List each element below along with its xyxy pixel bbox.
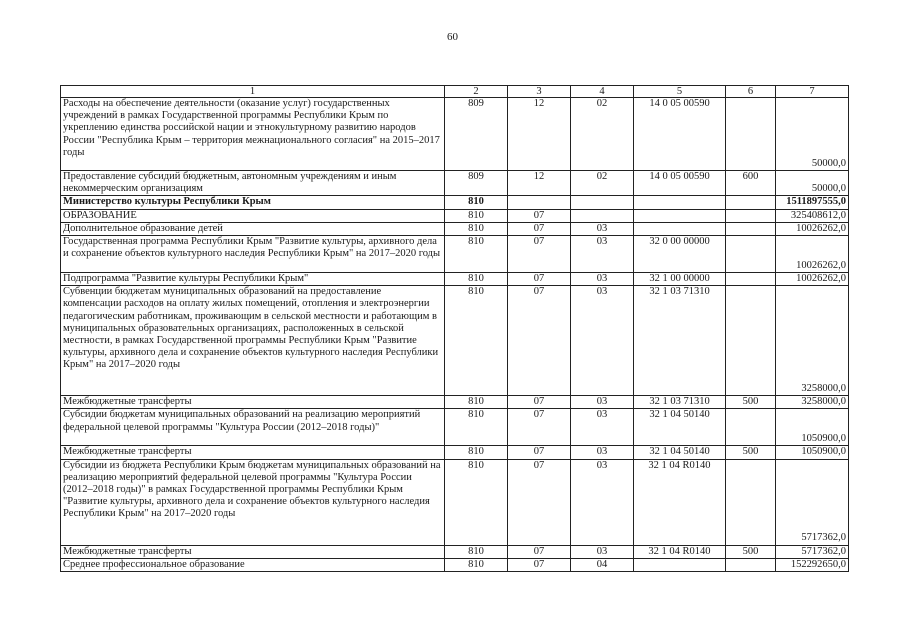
cell-amount: 1511897555,0 <box>776 196 849 209</box>
cell-col4: 03 <box>571 459 634 545</box>
table-row <box>61 196 849 209</box>
cell-col5: 32 1 04 50140 <box>634 409 726 446</box>
cell-col4: 03 <box>571 409 634 446</box>
cell-col6 <box>726 98 776 171</box>
cell-col6 <box>726 196 776 209</box>
cell-amount: 5717362,0 <box>776 459 849 545</box>
cell-col5: 14 0 05 00590 <box>634 98 726 171</box>
cell-amount: 152292650,0 <box>776 558 849 571</box>
cell-col4: 03 <box>571 545 634 558</box>
cell-col2: 810 <box>445 545 508 558</box>
cell-amount: 3258000,0 <box>776 396 849 409</box>
budget-table <box>60 85 849 572</box>
cell-col2: 810 <box>445 558 508 571</box>
cell-col6: 500 <box>726 396 776 409</box>
cell-col4: 02 <box>571 171 634 196</box>
column-header: 2 <box>445 86 508 98</box>
cell-col5: 32 1 03 71310 <box>634 286 726 396</box>
cell-amount: 10026262,0 <box>776 222 849 235</box>
row-name: Расходы на обеспечение деятельности (оказание услуг) государственных учреждений в рамках Государственной программы Республики Крым по укреплению единства российской нации и этнокультурному развитию народов России "Республика Крым – территория межнационального согласия" на 2015–2017 годы <box>61 98 445 171</box>
row-name: Субсидии бюджетам муниципальных образований на реализацию мероприятий федеральной целевой программы "Культура России (2012–2018 годы)" <box>61 409 445 446</box>
row-name: Межбюджетные трансферты <box>61 545 445 558</box>
column-header: 3 <box>508 86 571 98</box>
row-name: Субвенции бюджетам муниципальных образований на предоставление компенсации расходов на оплату жилых помещений, отопления и электроэнергии педагогическим работникам, проживающим в сельской местности и работающим в муниципальных образовательных организациях, расположенных в сельской местности, в рамках Государственной программы Республики Крым "Развитие культуры, архивного дела и сохранение объектов культурного наследия Республики Крым" на 2017–2020 годы <box>61 286 445 396</box>
cell-col3: 07 <box>508 222 571 235</box>
cell-col3: 07 <box>508 396 571 409</box>
row-name: Дополнительное образование детей <box>61 222 445 235</box>
table-row <box>61 98 849 171</box>
table-row <box>61 286 849 396</box>
cell-col5 <box>634 558 726 571</box>
table-row <box>61 545 849 558</box>
cell-col4: 04 <box>571 558 634 571</box>
row-name: Министерство культуры Республики Крым <box>61 196 445 209</box>
cell-col4: 03 <box>571 446 634 459</box>
cell-col2: 810 <box>445 409 508 446</box>
table-row <box>61 209 849 222</box>
cell-col5: 32 1 04 R0140 <box>634 545 726 558</box>
table-row <box>61 396 849 409</box>
cell-col5: 32 1 04 50140 <box>634 446 726 459</box>
cell-col5: 14 0 05 00590 <box>634 171 726 196</box>
cell-col6 <box>726 459 776 545</box>
cell-col4: 03 <box>571 236 634 273</box>
cell-col2: 810 <box>445 236 508 273</box>
cell-col5 <box>634 222 726 235</box>
cell-amount: 3258000,0 <box>776 286 849 396</box>
row-name: Подпрограмма "Развитие культуры Республики Крым" <box>61 273 445 286</box>
cell-col3: 07 <box>508 286 571 396</box>
column-header: 5 <box>634 86 726 98</box>
cell-col3: 07 <box>508 236 571 273</box>
column-header: 1 <box>61 86 445 98</box>
cell-col2: 810 <box>445 222 508 235</box>
cell-col6 <box>726 409 776 446</box>
cell-col4: 02 <box>571 98 634 171</box>
cell-col5: 32 1 00 00000 <box>634 273 726 286</box>
cell-col3: 07 <box>508 558 571 571</box>
cell-col2: 810 <box>445 209 508 222</box>
cell-col2: 810 <box>445 396 508 409</box>
row-name: Среднее профессиональное образование <box>61 558 445 571</box>
table-row <box>61 558 849 571</box>
table-row <box>61 222 849 235</box>
cell-col3: 07 <box>508 409 571 446</box>
row-name: ОБРАЗОВАНИЕ <box>61 209 445 222</box>
cell-col6 <box>726 558 776 571</box>
cell-col6 <box>726 286 776 396</box>
cell-col3: 07 <box>508 273 571 286</box>
page-number: 60 <box>447 31 458 43</box>
cell-col4 <box>571 209 634 222</box>
cell-col4: 03 <box>571 396 634 409</box>
table-header-row <box>61 86 849 98</box>
table-row <box>61 236 849 273</box>
column-header: 4 <box>571 86 634 98</box>
cell-col5 <box>634 196 726 209</box>
cell-col2: 809 <box>445 171 508 196</box>
cell-col2: 810 <box>445 196 508 209</box>
cell-col5 <box>634 209 726 222</box>
cell-col3: 07 <box>508 459 571 545</box>
row-name: Государственная программа Республики Крым "Развитие культуры, архивного дела и сохранение объектов культурного наследия Республики Крым" на 2017–2020 годы <box>61 236 445 273</box>
cell-col5: 32 0 00 00000 <box>634 236 726 273</box>
table-row <box>61 459 849 545</box>
cell-col3: 07 <box>508 446 571 459</box>
cell-col6 <box>726 222 776 235</box>
cell-col4: 03 <box>571 286 634 396</box>
row-name: Предоставление субсидий бюджетным, автономным учреждениям и иным некоммерческим организациям <box>61 171 445 196</box>
cell-col6: 600 <box>726 171 776 196</box>
cell-col6 <box>726 273 776 286</box>
cell-col3 <box>508 196 571 209</box>
cell-col2: 810 <box>445 286 508 396</box>
row-name: Межбюджетные трансферты <box>61 446 445 459</box>
cell-col3: 12 <box>508 171 571 196</box>
table-row <box>61 446 849 459</box>
row-name: Субсидии из бюджета Республики Крым бюджетам муниципальных образований на реализацию мероприятий федеральной целевой программы "Культура России (2012–2018 годы)" в рамках Государственной программы Республики Крым "Развитие культуры, архивного дела и сохранение объектов культурного наследия Республики Крым" на 2017–2020 годы <box>61 459 445 545</box>
cell-col3: 07 <box>508 545 571 558</box>
cell-col4: 03 <box>571 273 634 286</box>
cell-col2: 810 <box>445 273 508 286</box>
cell-amount: 50000,0 <box>776 171 849 196</box>
table-row <box>61 409 849 446</box>
cell-col4: 03 <box>571 222 634 235</box>
cell-col3: 12 <box>508 98 571 171</box>
table-row <box>61 171 849 196</box>
cell-amount: 50000,0 <box>776 98 849 171</box>
cell-col5: 32 1 04 R0140 <box>634 459 726 545</box>
column-header: 7 <box>776 86 849 98</box>
cell-amount: 325408612,0 <box>776 209 849 222</box>
cell-amount: 1050900,0 <box>776 446 849 459</box>
cell-amount: 1050900,0 <box>776 409 849 446</box>
row-name: Межбюджетные трансферты <box>61 396 445 409</box>
cell-col6 <box>726 209 776 222</box>
cell-amount: 10026262,0 <box>776 236 849 273</box>
cell-col6 <box>726 236 776 273</box>
cell-col5: 32 1 03 71310 <box>634 396 726 409</box>
cell-col2: 810 <box>445 446 508 459</box>
cell-col4 <box>571 196 634 209</box>
table-row <box>61 273 849 286</box>
cell-col6: 500 <box>726 545 776 558</box>
cell-col3: 07 <box>508 209 571 222</box>
cell-amount: 5717362,0 <box>776 545 849 558</box>
cell-col2: 809 <box>445 98 508 171</box>
cell-col6: 500 <box>726 446 776 459</box>
cell-amount: 10026262,0 <box>776 273 849 286</box>
cell-col2: 810 <box>445 459 508 545</box>
column-header: 6 <box>726 86 776 98</box>
